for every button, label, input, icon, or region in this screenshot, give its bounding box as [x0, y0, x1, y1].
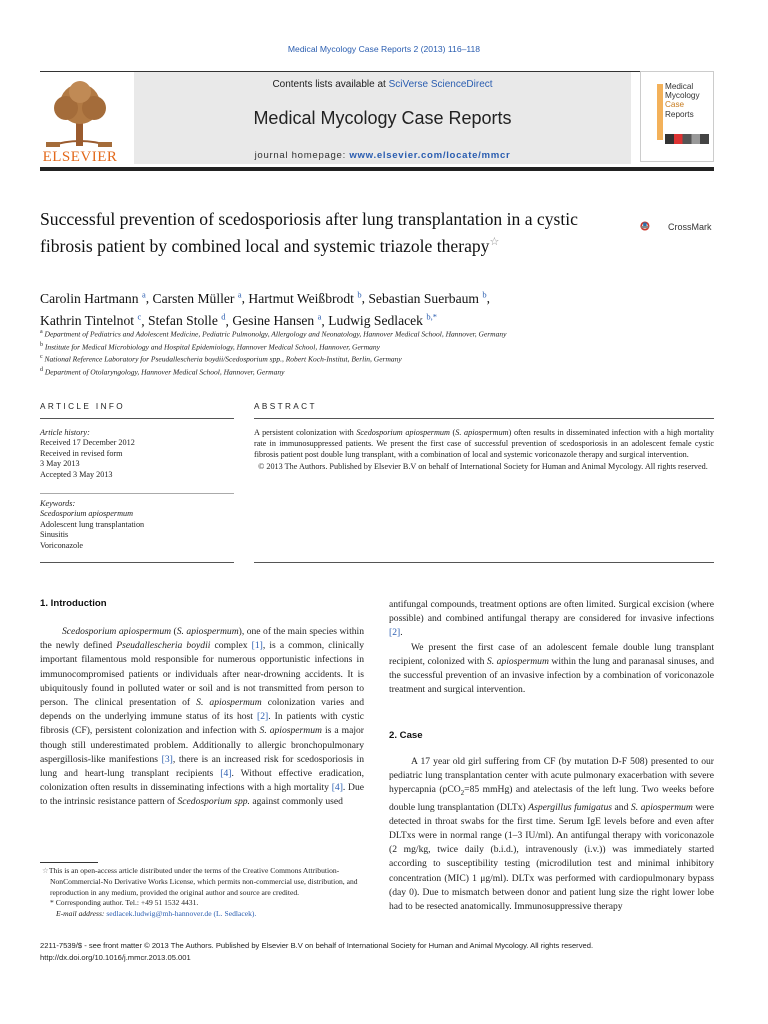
cover-title-line: Mycology — [665, 91, 700, 101]
title-footnote-mark[interactable]: ☆ — [489, 236, 500, 248]
cover-title-line: Medical — [665, 82, 694, 91]
author[interactable]: Carolin Hartmann $^a$ — [40, 289, 146, 306]
author[interactable]: Hartmut Weißbrodt $^b$ — [248, 289, 362, 306]
abstract-bottom-rule — [254, 562, 714, 563]
contents-prefix: Contents lists available at — [272, 79, 389, 90]
footnote-rule — [40, 862, 98, 863]
elsevier-wordmark: ELSEVIER — [42, 149, 118, 165]
author-affiliation-mark[interactable]: a — [237, 289, 242, 299]
corresponding-author: * Corresponding author. Tel.: +49 51 1532 4431. — [50, 898, 199, 908]
cover-title-line: Case — [665, 100, 685, 110]
introduction-text: Scedosporium apiospermum (S. apiospermum), one of the main species within the newly defined Pseudallescheria boydii complex [1], is a common, clinically important filamentous mold responsible for numerous opportunistic infections in immunocompromised patients or individuals after near-drowning accidents. It is ubiquitously found in polluted water or soil and is not transmitted from person to person. The clinical presentation of S. apiospermum colonization varies and depends on the underlying immune status of its host [2]. In patients with cystic fibrosis (CF), persistent colonization and infection with S. apiospermum is a major though still underestimated problem. Additionally to allergic bronchopulmonary aspergillosis-like manifestions [3], there is an increased risk for scedosporiosis in lung and heart-lung transplant recipients [4]. Without effective eradication, colonization often results in disseminating infections with a high mortality [4]. Due to the intrinsic resistance pattern of Scedosporium spp. against commonly used — [40, 626, 365, 808]
keyword: Voriconazole — [40, 540, 84, 550]
article-info-divider — [40, 493, 234, 494]
abstract-copyright: © 2013 The Authors. Published by Elsevier B.V on behalf of International Society for Human and Animal Mycology. All rights reserved. — [258, 461, 708, 471]
citation-link[interactable]: [2] — [389, 627, 401, 639]
affiliation: $^c$ National Reference Laboratory for Pseudallescheria boydii/Scedosporium spp., Robert Koch-Institut, Berlin, Germany — [40, 354, 402, 364]
journal-title: Medical Mycology Case Reports — [253, 108, 512, 128]
citation-link[interactable]: [4] — [331, 782, 343, 794]
article-title — [40, 208, 600, 258]
abstract-heading: ABSTRACT — [254, 402, 317, 411]
article-title-text: Successful prevention of scedosporiosis after lung transplantation in a cystic fibrosis patient by combined local and systemic triazole therapy — [40, 209, 578, 256]
keywords — [40, 499, 234, 551]
author[interactable]: Gesine Hansen $^a$ — [232, 311, 322, 329]
author[interactable]: Stefan Stolle $^d$ — [148, 311, 226, 329]
history-line: Received 17 December 2012 — [40, 438, 135, 448]
affiliation-mark: c — [40, 354, 43, 361]
contents-line — [134, 79, 631, 90]
doi-link[interactable]: http://dx.doi.org/10.1016/j.mmcr.2013.05.001 — [40, 952, 191, 962]
journal-homepage — [134, 150, 631, 161]
header-rule — [40, 167, 714, 171]
keywords-label: Keywords: — [40, 499, 76, 508]
journal-cover-thumbnail[interactable] — [640, 71, 714, 162]
footnotes: ☆This is an open-access article distributed under the terms of the Creative Commons Attribution-NonCommercial-No Derivative Works License, which permits non-commercial use, distribution, and reproduction in any medium, provided the original author and source are credited. * Corresponding author. Tel.: +49 51 1532 4431. E-mail address: sedlacek.ludwig@mh-hannover.de (L. Sedlacek). — [40, 866, 364, 920]
affiliation: $^a$ Department of Pediatrics and Adolescent Medicine, Pediatric Pulmonolgy, Allergology and Neonatology, Hannover Medical School, Hannover, Germany — [40, 329, 507, 339]
author-affiliation-mark[interactable]: d — [221, 311, 226, 322]
citation-link[interactable]: [4] — [220, 768, 232, 780]
abstract-text: We present the first case of successful prevention of scedosporiosis in an adolescent female cystic fibrosis patient post double lung transplant, with a combination of local and systemic voriconazole therapy and surgical intervention. — [254, 439, 714, 460]
article-history — [40, 428, 234, 480]
author-affiliation-mark[interactable]: b,* — [426, 311, 437, 322]
affiliations — [40, 327, 720, 378]
history-line: 3 May 2013 — [40, 459, 80, 469]
email-author[interactable]: (L. Sedlacek). — [213, 909, 257, 919]
affiliation: $^b$ Institute for Medical Microbiology and Hospital Epidemiology, Hannover Medical School, Hannover, Germany — [40, 341, 380, 352]
author[interactable]: Ludwig Sedlacek $^{b,*}$ — [328, 311, 437, 329]
front-matter — [40, 940, 720, 963]
author-affiliation-mark[interactable]: c — [137, 311, 142, 322]
author[interactable]: Kathrin Tintelnot $^c$ — [40, 311, 142, 329]
cover-title — [665, 82, 700, 119]
cover-image-row — [665, 134, 709, 144]
crossmark-label[interactable]: CrossMark — [668, 222, 712, 232]
article-info-rule — [40, 418, 234, 419]
crossmark-icon[interactable] — [640, 212, 668, 240]
license-footnote: This is an open-access article distributed under the terms of the Creative Commons Attribution-NonCommercial-No Derivative Works License, which permits non-commercial use, distribution, and reproduction in any medium, provided the original author and source are credited. — [48, 866, 358, 897]
affiliation-mark: a — [40, 329, 43, 335]
article-history-label: Article history: — [40, 428, 90, 437]
section-heading-introduction: 1. Introduction — [40, 598, 107, 609]
keyword: Adolescent lung transplantation — [40, 519, 145, 529]
keyword: Scedosporium apiospermum — [40, 509, 134, 519]
homepage-link[interactable]: www.elsevier.com/locate/mmcr — [349, 150, 511, 161]
author-affiliation-mark[interactable]: b — [357, 289, 362, 299]
email-link[interactable]: sedlacek.ludwig@mh-hannover.de — [106, 909, 212, 919]
sciencedirect-link[interactable]: SciVerse ScienceDirect — [388, 79, 493, 90]
cover-title-line: Reports — [665, 109, 694, 119]
article-info-heading: ARTICLE INFO — [40, 402, 126, 411]
homepage-prefix: journal homepage: — [254, 150, 350, 161]
author-list: Carolin Hartmann $^a$, Carsten Müller $^a$, Hartmut Weißbrodt $^b$, Sebastian Suerbaum $^b$, Kathrin Tintelnot $^c$, Stefan Stolle $^d$, Gesine Hansen $^a$, Ludwig Sedlacek $^{b,*}$ — [40, 289, 491, 329]
author-affiliation-mark[interactable]: a — [317, 311, 322, 322]
affiliation-mark: d — [40, 367, 43, 374]
affiliation-mark: b — [40, 341, 43, 348]
affiliation: $^d$ Department of Otolaryngology, Hannover Medical School, Hannover, Germany — [40, 367, 285, 377]
case-text: A 17 year old girl suffering from CF (by mutation D-F 508) presented to our pediatric lung transplantation center with acute pulmonary exacerbation with severe hypercapnia (pCO$_2$=85 mmHg) and atelectasis of the left lung. Two weeks before double lung transplantation (DLTx) Aspergillus fumigatus and S. apiospermum were detected in throat swabs for the first time. Serum IgE levels before and even after DLTxs were in normal range (1–3 IU/ml). An antifungal therapy with voriconazole (2 mg/kg, twice daily (b.i.d.), intravenously (i.v.)) was immediately started according to susceptibility testing (microdilution test and minimal inhibitory concentration (MIC) 1 μg/ml). DLTx was performed with cardiopulmonary bypass (day 0). Due to mismatch between donor and patient lung size the right lower lobe had to be resected anatomically. Immunosuppressive therapy — [389, 756, 715, 912]
keyword: Sinusitis — [40, 530, 69, 540]
journal-citation[interactable]: Medical Mycology Case Reports 2 (2013) 116–118 — [287, 44, 481, 54]
abstract-rule — [254, 418, 714, 419]
introduction-text-continued: antifungal compounds, treatment options are often limited. Surgical excision (where possible) and combined antifungal therapy are considered for invasive infections [2]. We present the first case of an adolescent female double lung transplant recipient, colonized with S. apiospermum within the lung and paranasal sinuses, and the successful prevention of an invasive infection by a combination of voriconazole treatment and surgical intervention. — [389, 599, 714, 696]
citation-link[interactable]: [3] — [161, 753, 173, 765]
issn-line: 2211-7539/$ - see front matter © 2013 The Authors. Published by Elsevier B.V on behalf of International Society for Human and Animal Mycology. All rights reserved. — [40, 941, 594, 950]
author[interactable]: Carsten Müller $^a$ — [152, 289, 242, 306]
citation-link[interactable]: [2] — [257, 711, 269, 723]
author[interactable]: Sebastian Suerbaum $^b$ — [368, 289, 487, 306]
email-label: E-mail address: — [56, 909, 107, 919]
section-heading-case: 2. Case — [389, 730, 423, 741]
abstract-body: A persistent colonization with Scedosporium apiospermum (S. apiospermum) often results in disseminated infection with a high mortality rate in immunosuppressed patients. We present the first case of successful prevention of scedosporiosis in an adolescent female cystic fibrosis patient post double lung transplant, with a combination of local and systemic voriconazole therapy and surgical intervention. © 2013 The Authors. Published by Elsevier B.V on behalf of International Society for Human and Animal Mycology. All rights reserved. — [254, 428, 715, 471]
author-affiliation-mark[interactable]: b — [482, 289, 487, 299]
history-line: Received in revised form — [40, 448, 123, 458]
history-line: Accepted 3 May 2013 — [40, 469, 113, 479]
citation-link[interactable]: [1] — [251, 640, 263, 652]
cover-accent-strip — [657, 84, 663, 140]
article-info-bottom-rule — [40, 562, 234, 563]
author-affiliation-mark[interactable]: a — [141, 289, 146, 299]
